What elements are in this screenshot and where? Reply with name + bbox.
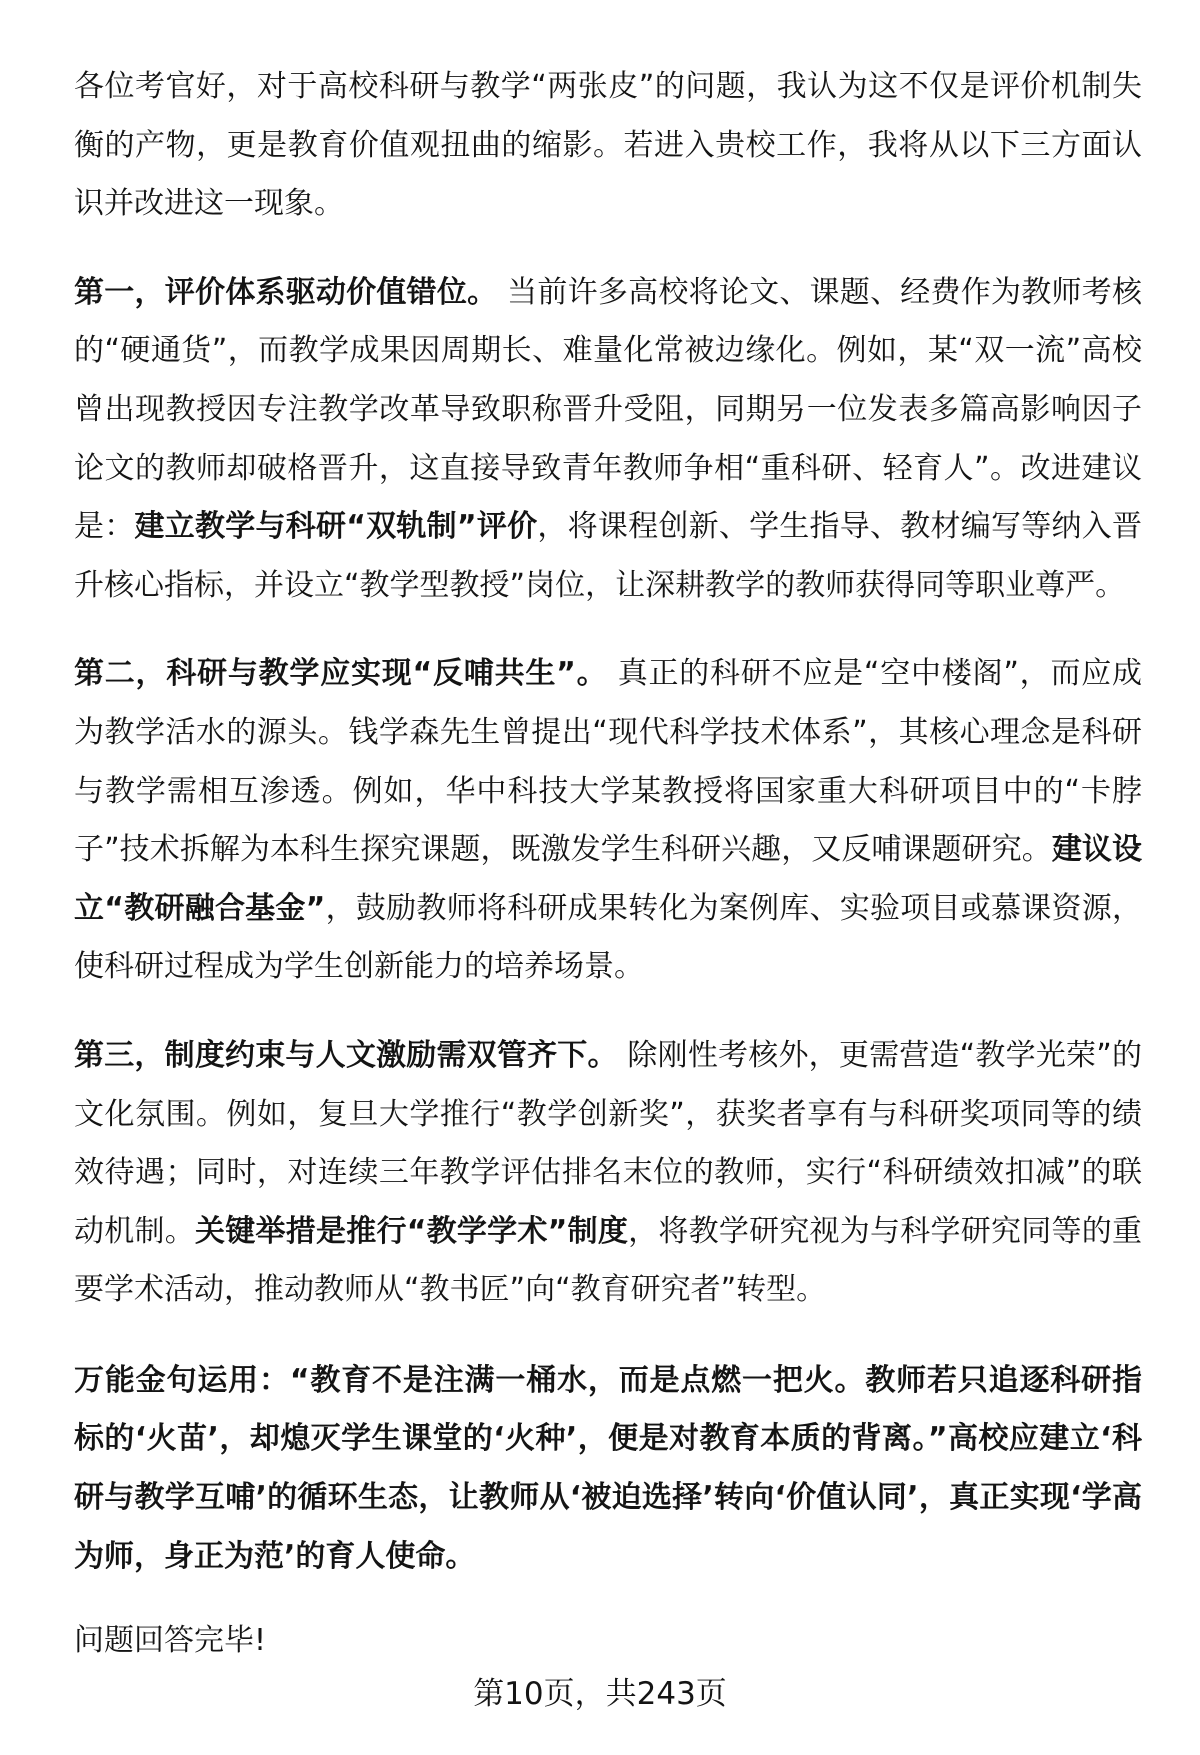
text-run: ，将课程创新、学生指导、教材编写等纳入晋升核心指标，并设立“教学型教授”岗位，让深耕教学的教师获得同等职业尊严。 — [74, 509, 1143, 603]
text-run: ，鼓励教师将科研成果转化为案例库、实验项目或慕课资源，使科研过程成为学生创新能力的培养场景。 — [74, 890, 1142, 985]
bold-text-run: 万能金句运用：“教育不是注满一桶水，而是点燃一把火。教师若只追逐科研指标的‘火苗’，却熄灭学生课堂的‘火种’，便是对教育本质的背离。”高校应建立‘科研与教学互哺’的循环生态，让教师从‘被迫选择’转向‘价值认同’，真正实现‘学高为师，身正为范’的育人使命。 — [74, 1362, 1142, 1574]
paragraph-intro — [74, 58, 1142, 234]
paragraph-golden-quote — [74, 1352, 1142, 1586]
bold-text-run: 建议设立“教研融合基金” — [74, 832, 1142, 926]
text-run: ，将教学研究视为与科学研究同等的重要学术活动，推动教师从“教书匠”向“教育研究者”转型。 — [74, 1213, 1143, 1308]
paragraph-point-two — [74, 645, 1142, 997]
text-run: 当前许多高校将论文、课题、经费作为教师考核的“硬通货”，而教学成果因周期长、难量化常被边缘化。例如，某“双一流”高校曾出现教授因专注教学改革导致职称晋升受阻，同期另一位发表多篇高影响因子论文的教师却破格晋升，这直接导致青年教师争相“重科研、轻育人”。改进建议是： — [74, 274, 1142, 545]
bold-text-run: 关键举措是推行“教学学术”制度 — [194, 1213, 629, 1249]
paragraph-point-three — [74, 1027, 1142, 1320]
paragraph-point-one — [74, 264, 1142, 616]
bold-text-run: 第一，评价体系驱动价值错位。 — [74, 274, 498, 310]
text-run: 真正的科研不应是“空中楼阁”，而应成为教学活水的源头。钱学森先生曾提出“现代科学技术体系”，其核心理念是科研与教学需相互渗透。例如，华中科技大学某教授将国家重大科研项目中的“卡脖子”技术拆解为本科生探究课题，既激发学生科研兴趣，又反哺课题研究。 — [74, 656, 1142, 868]
text-run: 各位考官好，对于高校科研与教学“两张皮”的问题，我认为这不仅是评价机制失衡的产物，更是教育价值观扭曲的缩影。若进入贵校工作，我将从以下三方面认识并改进这一现象。 — [74, 69, 1142, 222]
bold-text-run: 第二，科研与教学应实现“反哺共生”。 — [74, 656, 608, 692]
bold-text-run: 建立教学与科研“双轨制”评价 — [134, 509, 538, 545]
page-number: 第10页，共243页 — [473, 1676, 727, 1712]
bold-text-run: 第三，制度约束与人文激励需双管齐下。 — [74, 1037, 618, 1073]
closing-line: 问题回答完毕! — [74, 1623, 267, 1659]
document-body — [74, 58, 1142, 1670]
text-run: 除刚性考核外，更需营造“教学光荣”的文化氛围。例如，复旦大学推行“教学创新奖”，获奖者享有与科研奖项同等的绩效待遇；同时，对连续三年教学评估排名末位的教师，实行“科研绩效扣减”的联动机制。 — [74, 1037, 1142, 1249]
